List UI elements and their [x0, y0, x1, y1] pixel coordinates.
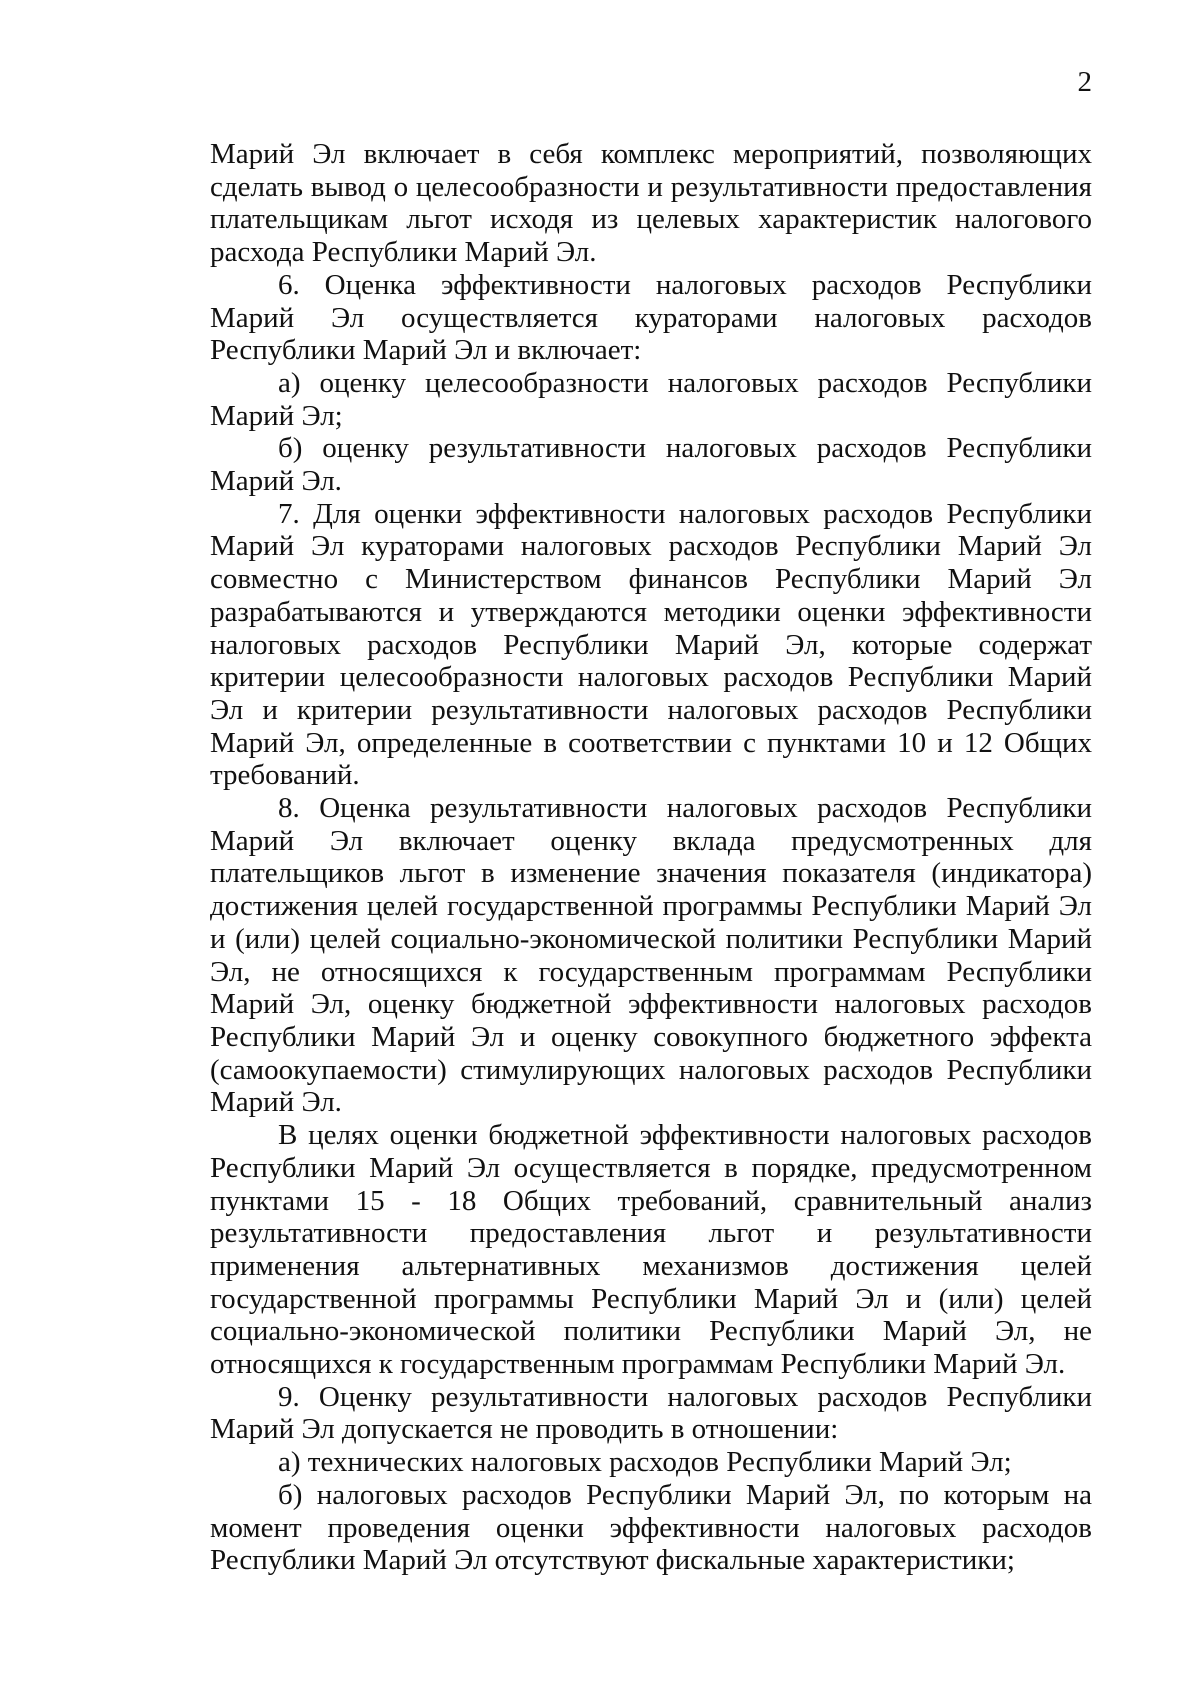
paragraph-item-7: 7. Для оценки эффективности налоговых расходов Республики Марий Эл кураторами налоговых расходов Республики Марий Эл совместно с Министерством финансов Республики Марий Эл разрабатываются и утверждаются методики оценки эффективности налоговых расходов Республики Марий Эл, которые содержат критерии целесообразности налоговых расходов Республики Марий Эл и критерии результативности налоговых расходов Республики Марий Эл, определенные в соответствии с пунктами 10 и 12 Общих требований.	[210, 497, 1092, 792]
paragraph-item-8: 8. Оценка результативности налоговых расходов Республики Марий Эл включает оценку вклада предусмотренных для плательщиков льгот в изменение значения показателя (индикатора) достижения целей государственной программы Республики Марий Эл и (или) целей социально-экономической политики Республики Марий Эл, не относящихся к государственным программам Республики Марий Эл, оценку бюджетной эффективности налоговых расходов Республики Марий Эл и оценку совокупного бюджетного эффекта (самоокупаемости) стимулирующих налоговых расходов Республики Марий Эл.	[210, 792, 1092, 1119]
paragraph-item-9b: б) налоговых расходов Республики Марий Эл, по которым на момент проведения оценки эффективности налоговых расходов Республики Марий Эл отсутствуют фискальные характеристики;	[210, 1478, 1092, 1577]
paragraph-budget-efficiency: В целях оценки бюджетной эффективности налоговых расходов Республики Марий Эл осуществляется в порядке, предусмотренном пунктами 15 - 18 Общих требований, сравнительный анализ результативности предоставления льгот и результативности применения альтернативных механизмов достижения целей государственной программы Республики Марий Эл и (или) целей социально-экономической политики Республики Марий Эл, не относящихся к государственным программам Республики Марий Эл.	[210, 1119, 1092, 1381]
paragraph-item-9a: а) технических налоговых расходов Республики Марий Эл;	[278, 1446, 1012, 1479]
page-number: 2	[1077, 66, 1092, 98]
paragraph-continuation: Марий Эл включает в себя комплекс мероприятий, позволяющих сделать вывод о целесообразности и результативности предоставления плательщикам льгот исходя из целевых характеристик налогового расхода Республики Марий Эл.	[210, 138, 1092, 269]
paragraph-item-6a: а) оценку целесообразности налоговых расходов Республики Марий Эл;	[210, 366, 1092, 432]
document-body	[210, 138, 1092, 1577]
paragraph-item-6: 6. Оценка эффективности налоговых расходов Республики Марий Эл осуществляется кураторами налоговых расходов Республики Марий Эл и включает:	[210, 268, 1092, 367]
paragraph-item-9: 9. Оценку результативности налоговых расходов Республики Марий Эл допускается не проводить в отношении:	[210, 1380, 1092, 1446]
paragraph-item-6b: б) оценку результативности налоговых расходов Республики Марий Эл.	[210, 432, 1092, 498]
